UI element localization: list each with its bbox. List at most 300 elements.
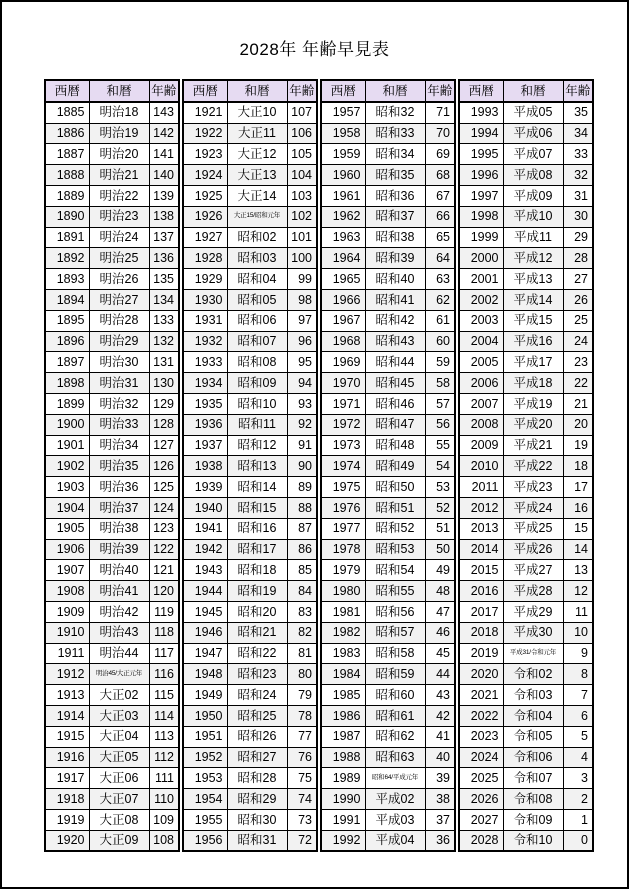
year-cell: 1978	[321, 539, 365, 560]
year-cell: 1938	[183, 456, 227, 477]
era-cell: 平成18	[503, 373, 563, 394]
table-row	[321, 393, 455, 414]
column-header: 西暦	[45, 80, 89, 102]
year-cell: 1929	[183, 269, 227, 290]
age-cell: 87	[287, 518, 317, 539]
era-cell: 昭和56	[365, 601, 425, 622]
year-cell: 1928	[183, 248, 227, 269]
table-row	[183, 373, 317, 394]
table-row	[321, 102, 455, 123]
era-cell: 平成23	[503, 477, 563, 498]
era-cell: 明治32	[89, 393, 149, 414]
age-cell: 95	[287, 352, 317, 373]
age-cell: 110	[149, 789, 179, 810]
table-row	[45, 518, 179, 539]
table-row	[459, 393, 593, 414]
year-cell: 1930	[183, 289, 227, 310]
age-cell: 69	[425, 144, 455, 165]
column-header: 和暦	[227, 80, 287, 102]
age-cell: 55	[425, 435, 455, 456]
year-cell: 1987	[321, 726, 365, 747]
era-cell: 平成27	[503, 560, 563, 581]
year-cell: 2008	[459, 414, 503, 435]
era-cell: 昭和37	[365, 206, 425, 227]
age-cell: 6	[563, 705, 593, 726]
age-cell: 20	[563, 414, 593, 435]
year-cell: 1923	[183, 144, 227, 165]
table-row	[321, 830, 455, 851]
table-row	[321, 726, 455, 747]
age-cell: 118	[149, 622, 179, 643]
table-row	[321, 664, 455, 685]
year-cell: 1906	[45, 539, 89, 560]
era-cell: 明治28	[89, 310, 149, 331]
year-cell: 1927	[183, 227, 227, 248]
era-cell: 明治25	[89, 248, 149, 269]
table-row	[183, 705, 317, 726]
year-cell: 1992	[321, 830, 365, 851]
year-cell: 1925	[183, 185, 227, 206]
age-cell: 143	[149, 102, 179, 123]
table-row	[459, 456, 593, 477]
table-row	[45, 456, 179, 477]
table-row	[459, 310, 593, 331]
era-cell: 平成15	[503, 310, 563, 331]
era-cell: 平成05	[503, 102, 563, 123]
year-cell: 2012	[459, 497, 503, 518]
year-cell: 1914	[45, 705, 89, 726]
table-row	[183, 768, 317, 789]
era-cell: 明治31	[89, 373, 149, 394]
table-row	[459, 830, 593, 851]
age-cell: 14	[563, 539, 593, 560]
year-cell: 2003	[459, 310, 503, 331]
year-cell: 1933	[183, 352, 227, 373]
era-cell: 明治35	[89, 456, 149, 477]
table-row	[321, 165, 455, 186]
age-cell: 64	[425, 248, 455, 269]
year-cell: 1984	[321, 664, 365, 685]
year-cell: 1967	[321, 310, 365, 331]
era-cell: 大正09	[89, 830, 149, 851]
table-row	[321, 789, 455, 810]
year-cell: 1917	[45, 768, 89, 789]
table-row	[459, 352, 593, 373]
year-cell: 1994	[459, 123, 503, 144]
age-table-group-3	[320, 79, 456, 852]
era-cell: 昭和34	[365, 144, 425, 165]
age-cell: 93	[287, 393, 317, 414]
table-row	[321, 518, 455, 539]
year-cell: 2017	[459, 601, 503, 622]
era-cell: 昭和57	[365, 622, 425, 643]
year-cell: 1948	[183, 664, 227, 685]
year-cell: 1981	[321, 601, 365, 622]
table-row	[45, 248, 179, 269]
era-cell: 明治21	[89, 165, 149, 186]
year-cell: 2016	[459, 581, 503, 602]
year-cell: 1951	[183, 726, 227, 747]
year-cell: 1893	[45, 269, 89, 290]
table-row	[459, 331, 593, 352]
table-row	[183, 664, 317, 685]
year-cell: 1983	[321, 643, 365, 664]
year-cell: 2014	[459, 539, 503, 560]
table-row	[45, 539, 179, 560]
age-cell: 43	[425, 685, 455, 706]
age-cell: 49	[425, 560, 455, 581]
year-cell: 2025	[459, 768, 503, 789]
era-cell: 昭和59	[365, 664, 425, 685]
era-cell: 昭和13	[227, 456, 287, 477]
age-cell: 92	[287, 414, 317, 435]
age-cell: 111	[149, 768, 179, 789]
table-row	[321, 477, 455, 498]
year-cell: 1922	[183, 123, 227, 144]
year-cell: 2009	[459, 435, 503, 456]
era-cell: 昭和25	[227, 705, 287, 726]
era-cell: 昭和49	[365, 456, 425, 477]
era-cell: 平成06	[503, 123, 563, 144]
era-cell: 令和02	[503, 664, 563, 685]
age-cell: 54	[425, 456, 455, 477]
era-cell: 昭和58	[365, 643, 425, 664]
era-cell: 昭和38	[365, 227, 425, 248]
age-cell: 38	[425, 789, 455, 810]
table-row	[321, 414, 455, 435]
era-cell: 昭和10	[227, 393, 287, 414]
era-cell: 明治44	[89, 643, 149, 664]
era-cell: 昭和05	[227, 289, 287, 310]
age-cell: 73	[287, 809, 317, 830]
era-cell: 明治29	[89, 331, 149, 352]
table-row	[321, 456, 455, 477]
era-cell: 大正11	[227, 123, 287, 144]
age-cell: 70	[425, 123, 455, 144]
table-row	[459, 289, 593, 310]
age-cell: 123	[149, 518, 179, 539]
year-cell: 1971	[321, 393, 365, 414]
year-cell: 1903	[45, 477, 89, 498]
table-row	[459, 581, 593, 602]
year-cell: 1958	[321, 123, 365, 144]
era-cell: 平成25	[503, 518, 563, 539]
year-cell: 1957	[321, 102, 365, 123]
age-cell: 26	[563, 289, 593, 310]
column-header: 年齢	[563, 80, 593, 102]
year-cell: 1895	[45, 310, 89, 331]
age-cell: 128	[149, 414, 179, 435]
age-cell: 76	[287, 747, 317, 768]
table-row	[45, 581, 179, 602]
era-cell: 昭和40	[365, 269, 425, 290]
age-cell: 121	[149, 560, 179, 581]
age-cell: 5	[563, 726, 593, 747]
year-cell: 1976	[321, 497, 365, 518]
age-cell: 137	[149, 227, 179, 248]
table-row	[183, 518, 317, 539]
era-cell: 昭和21	[227, 622, 287, 643]
era-cell: 平成17	[503, 352, 563, 373]
year-cell: 1932	[183, 331, 227, 352]
year-cell: 1990	[321, 789, 365, 810]
age-cell: 132	[149, 331, 179, 352]
age-cell: 139	[149, 185, 179, 206]
era-cell: 昭和61	[365, 705, 425, 726]
age-cell: 30	[563, 206, 593, 227]
table-row	[459, 269, 593, 290]
era-cell: 昭和28	[227, 768, 287, 789]
era-cell: 明治30	[89, 352, 149, 373]
era-cell: 大正02	[89, 685, 149, 706]
age-cell: 67	[425, 185, 455, 206]
year-cell: 1964	[321, 248, 365, 269]
year-cell: 1960	[321, 165, 365, 186]
era-cell: 大正04	[89, 726, 149, 747]
table-row	[183, 185, 317, 206]
era-cell: 平成14	[503, 289, 563, 310]
table-row	[45, 227, 179, 248]
age-cell: 125	[149, 477, 179, 498]
age-cell: 1	[563, 809, 593, 830]
age-cell: 3	[563, 768, 593, 789]
table-row	[459, 414, 593, 435]
era-cell: 明治20	[89, 144, 149, 165]
age-cell: 60	[425, 331, 455, 352]
year-cell: 1953	[183, 768, 227, 789]
table-row	[45, 123, 179, 144]
age-cell: 52	[425, 497, 455, 518]
table-row	[321, 248, 455, 269]
column-header: 西暦	[459, 80, 503, 102]
age-cell: 25	[563, 310, 593, 331]
age-table-container	[44, 79, 594, 852]
age-cell: 35	[563, 102, 593, 123]
column-header: 年齢	[287, 80, 317, 102]
table-row	[45, 352, 179, 373]
era-cell: 明治19	[89, 123, 149, 144]
era-cell: 昭和50	[365, 477, 425, 498]
age-cell: 15	[563, 518, 593, 539]
age-cell: 18	[563, 456, 593, 477]
era-cell: 明治41	[89, 581, 149, 602]
age-cell: 126	[149, 456, 179, 477]
table-row	[459, 560, 593, 581]
year-cell: 1959	[321, 144, 365, 165]
age-cell: 120	[149, 581, 179, 602]
year-cell: 1918	[45, 789, 89, 810]
era-cell: 平成20	[503, 414, 563, 435]
age-cell: 141	[149, 144, 179, 165]
table-row	[183, 165, 317, 186]
year-cell: 1907	[45, 560, 89, 581]
age-cell: 96	[287, 331, 317, 352]
age-cell: 63	[425, 269, 455, 290]
age-cell: 57	[425, 393, 455, 414]
table-row	[321, 144, 455, 165]
era-cell: 昭和39	[365, 248, 425, 269]
table-row	[459, 373, 593, 394]
era-cell: 明治23	[89, 206, 149, 227]
table-row	[183, 622, 317, 643]
age-cell: 31	[563, 185, 593, 206]
age-cell: 80	[287, 664, 317, 685]
year-cell: 2000	[459, 248, 503, 269]
table-row	[459, 518, 593, 539]
age-cell: 4	[563, 747, 593, 768]
age-cell: 105	[287, 144, 317, 165]
era-cell: 昭和29	[227, 789, 287, 810]
era-cell: 昭和43	[365, 331, 425, 352]
era-cell: 昭和55	[365, 581, 425, 602]
table-row	[183, 747, 317, 768]
era-cell: 明治27	[89, 289, 149, 310]
table-row	[459, 664, 593, 685]
year-cell: 1944	[183, 581, 227, 602]
year-cell: 1961	[321, 185, 365, 206]
age-cell: 36	[425, 830, 455, 851]
year-cell: 2020	[459, 664, 503, 685]
table-row	[459, 685, 593, 706]
year-cell: 2011	[459, 477, 503, 498]
era-cell: 平成28	[503, 581, 563, 602]
table-row	[321, 435, 455, 456]
age-cell: 28	[563, 248, 593, 269]
year-cell: 1968	[321, 331, 365, 352]
era-cell: 令和08	[503, 789, 563, 810]
table-row	[459, 227, 593, 248]
table-row	[459, 123, 593, 144]
era-cell: 昭和06	[227, 310, 287, 331]
era-cell: 昭和27	[227, 747, 287, 768]
year-cell: 1904	[45, 497, 89, 518]
table-row	[321, 622, 455, 643]
table-row	[459, 206, 593, 227]
era-cell: 昭和04	[227, 269, 287, 290]
age-cell: 99	[287, 269, 317, 290]
table-row	[45, 747, 179, 768]
age-cell: 77	[287, 726, 317, 747]
era-cell: 平成10	[503, 206, 563, 227]
age-cell: 19	[563, 435, 593, 456]
era-cell: 昭和51	[365, 497, 425, 518]
table-row	[183, 144, 317, 165]
table-row	[45, 601, 179, 622]
age-cell: 12	[563, 581, 593, 602]
era-cell: 大正14	[227, 185, 287, 206]
age-cell: 119	[149, 601, 179, 622]
table-row	[183, 310, 317, 331]
year-cell: 1998	[459, 206, 503, 227]
table-row	[183, 269, 317, 290]
era-cell: 大正07	[89, 789, 149, 810]
table-row	[459, 497, 593, 518]
era-cell: 昭和19	[227, 581, 287, 602]
era-cell: 大正06	[89, 768, 149, 789]
age-cell: 104	[287, 165, 317, 186]
table-row	[45, 331, 179, 352]
era-cell: 平成07	[503, 144, 563, 165]
year-cell: 1916	[45, 747, 89, 768]
era-cell: 大正15/昭和元年	[227, 206, 287, 227]
year-cell: 1900	[45, 414, 89, 435]
year-cell: 1896	[45, 331, 89, 352]
table-row	[459, 102, 593, 123]
age-cell: 129	[149, 393, 179, 414]
age-cell: 24	[563, 331, 593, 352]
age-cell: 136	[149, 248, 179, 269]
column-header: 年齢	[149, 80, 179, 102]
age-cell: 8	[563, 664, 593, 685]
year-cell: 1937	[183, 435, 227, 456]
era-cell: 令和09	[503, 809, 563, 830]
era-cell: 昭和11	[227, 414, 287, 435]
table-row	[459, 705, 593, 726]
year-cell: 2024	[459, 747, 503, 768]
era-cell: 昭和31	[227, 830, 287, 851]
age-cell: 45	[425, 643, 455, 664]
era-cell: 大正10	[227, 102, 287, 123]
table-row	[45, 435, 179, 456]
era-cell: 昭和16	[227, 518, 287, 539]
age-table-group-2	[182, 79, 318, 852]
year-cell: 2023	[459, 726, 503, 747]
era-cell: 大正03	[89, 705, 149, 726]
era-cell: 大正08	[89, 809, 149, 830]
table-row	[183, 435, 317, 456]
table-row	[45, 830, 179, 851]
column-header: 西暦	[183, 80, 227, 102]
table-row	[183, 206, 317, 227]
table-row	[183, 227, 317, 248]
year-cell: 1931	[183, 310, 227, 331]
year-cell: 2007	[459, 393, 503, 414]
age-cell: 66	[425, 206, 455, 227]
age-cell: 140	[149, 165, 179, 186]
era-cell: 昭和33	[365, 123, 425, 144]
year-cell: 1891	[45, 227, 89, 248]
era-cell: 平成16	[503, 331, 563, 352]
year-cell: 1985	[321, 685, 365, 706]
year-cell: 1915	[45, 726, 89, 747]
table-row	[321, 310, 455, 331]
year-cell: 1974	[321, 456, 365, 477]
age-cell: 23	[563, 352, 593, 373]
era-cell: 明治24	[89, 227, 149, 248]
age-cell: 122	[149, 539, 179, 560]
age-cell: 58	[425, 373, 455, 394]
table-row	[45, 165, 179, 186]
age-cell: 114	[149, 705, 179, 726]
age-cell: 74	[287, 789, 317, 810]
year-cell: 1966	[321, 289, 365, 310]
age-cell: 13	[563, 560, 593, 581]
year-cell: 1969	[321, 352, 365, 373]
table-row	[459, 165, 593, 186]
year-cell: 1898	[45, 373, 89, 394]
era-cell: 昭和26	[227, 726, 287, 747]
era-cell: 平成26	[503, 539, 563, 560]
year-cell: 1921	[183, 102, 227, 123]
era-cell: 昭和60	[365, 685, 425, 706]
age-cell: 102	[287, 206, 317, 227]
age-cell: 27	[563, 269, 593, 290]
year-cell: 1950	[183, 705, 227, 726]
age-cell: 81	[287, 643, 317, 664]
table-row	[183, 352, 317, 373]
era-cell: 昭和03	[227, 248, 287, 269]
table-row	[459, 789, 593, 810]
